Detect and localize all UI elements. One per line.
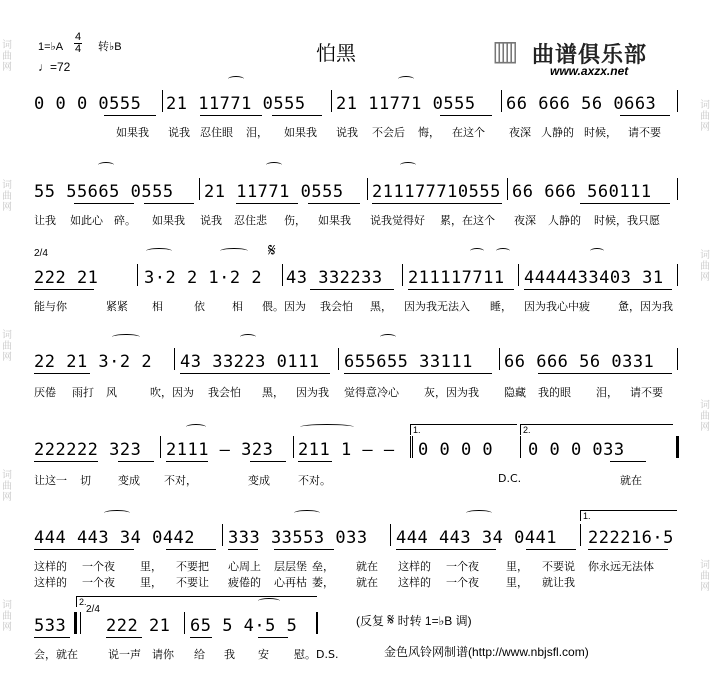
underline bbox=[118, 461, 154, 462]
barline bbox=[184, 612, 185, 634]
repeat-barline bbox=[74, 612, 77, 634]
time-change: 2/4 bbox=[34, 248, 48, 259]
measure: 444 443 34 0442 bbox=[34, 528, 196, 548]
lyric: 夜深 bbox=[514, 214, 536, 227]
slur bbox=[470, 248, 484, 254]
barline bbox=[499, 348, 500, 370]
lyric: 里， bbox=[140, 560, 162, 573]
lyric: 心再枯 bbox=[274, 576, 307, 589]
underline bbox=[104, 115, 156, 116]
underline bbox=[144, 203, 194, 204]
lyric: 因为我心中疲 bbox=[524, 300, 590, 313]
underline bbox=[236, 203, 298, 204]
underline bbox=[34, 549, 134, 550]
slur bbox=[266, 162, 282, 168]
logo-text: 曲谱俱乐部 bbox=[532, 42, 648, 67]
underline bbox=[228, 549, 258, 550]
barline bbox=[677, 178, 678, 200]
underline bbox=[166, 461, 208, 462]
underline bbox=[310, 289, 394, 290]
lyric: 层层堡 bbox=[274, 560, 307, 573]
underline bbox=[344, 373, 492, 374]
lyric: 请不要 bbox=[630, 386, 663, 399]
measure: 66 666 56 0331 bbox=[504, 352, 655, 372]
lyric: 依 bbox=[194, 300, 205, 313]
underline bbox=[74, 203, 134, 204]
volta-2: 2. bbox=[76, 596, 317, 607]
lyric: 不要让 bbox=[176, 576, 209, 589]
page-title: 怕黑 bbox=[316, 41, 356, 65]
underline bbox=[588, 549, 668, 550]
lyric: 如果我 bbox=[284, 126, 317, 139]
barline bbox=[580, 524, 581, 546]
watermark-text: 词曲网 bbox=[2, 40, 12, 73]
underline bbox=[200, 115, 262, 116]
underline bbox=[440, 115, 492, 116]
watermark-text: 词曲网 bbox=[2, 180, 12, 213]
lyric: 一个夜 bbox=[82, 576, 115, 589]
measure: 222216·5 bbox=[588, 528, 674, 548]
lyric: 吹，因为 bbox=[150, 386, 194, 399]
lyric: 请不要 bbox=[628, 126, 661, 139]
dc-marking: D.C. bbox=[498, 472, 522, 485]
lyric: 你永远无法体 bbox=[588, 560, 654, 573]
lyric: 心周上 bbox=[228, 560, 261, 573]
lyric: 不对， bbox=[164, 474, 197, 487]
lyric: 时候，我只愿 bbox=[594, 214, 660, 227]
measure: 0 0 0 0 bbox=[418, 440, 494, 460]
lyric: 灰，因为我 bbox=[424, 386, 479, 399]
lyric: 因为我无法入 bbox=[404, 300, 470, 313]
lyric: 安 bbox=[258, 648, 269, 661]
barline bbox=[293, 436, 294, 458]
logo-glyph: ▥ bbox=[492, 34, 519, 67]
lyric: 偎。因为 bbox=[262, 300, 306, 313]
underline bbox=[34, 461, 98, 462]
underline bbox=[396, 549, 496, 550]
lyric: 萎， bbox=[312, 576, 334, 589]
barline bbox=[677, 348, 678, 370]
lyric: 夜深 bbox=[509, 126, 531, 139]
barline bbox=[520, 436, 521, 458]
lyric: 厌倦 bbox=[34, 386, 56, 399]
slur bbox=[590, 248, 604, 254]
measure: 222222 323 bbox=[34, 440, 142, 460]
measure: 3·2 2 1·2 2 bbox=[144, 268, 263, 288]
barline bbox=[518, 264, 519, 286]
lyric: 泪， bbox=[596, 386, 618, 399]
barline bbox=[677, 90, 678, 112]
lyric: 人静的 bbox=[541, 126, 574, 139]
watermark-text: 词曲网 bbox=[700, 100, 710, 133]
slur bbox=[466, 510, 492, 516]
time-top: 4 bbox=[74, 31, 82, 43]
repeat-note-tail: 时转 1=♭B 调) bbox=[397, 614, 472, 628]
lyric: 变成 bbox=[118, 474, 140, 487]
barline bbox=[367, 178, 368, 200]
underline bbox=[166, 549, 216, 550]
time-bottom: 4 bbox=[74, 43, 82, 55]
site-logo bbox=[492, 34, 682, 82]
underline bbox=[190, 637, 212, 638]
underline bbox=[372, 203, 502, 204]
lyric: 就在 bbox=[620, 474, 642, 487]
measure: 0 0 0 0555 bbox=[34, 94, 142, 114]
repeat-barline bbox=[412, 436, 413, 458]
barline bbox=[338, 348, 339, 370]
measure: 21 11771 0555 bbox=[204, 182, 344, 202]
lyric: 给 bbox=[194, 648, 205, 661]
segno-icon: 𝄋 bbox=[387, 612, 395, 629]
slur bbox=[496, 248, 510, 254]
measure: 333 33553 033 bbox=[228, 528, 368, 548]
lyric: 如果我 bbox=[116, 126, 149, 139]
lyric: 人静的 bbox=[548, 214, 581, 227]
barline bbox=[174, 348, 175, 370]
slur bbox=[294, 510, 320, 516]
underline bbox=[180, 373, 330, 374]
lyric: 不要把 bbox=[176, 560, 209, 573]
lyric: 就在 bbox=[356, 576, 378, 589]
measure: 222 21 bbox=[106, 616, 171, 636]
lyric: 相 bbox=[232, 300, 243, 313]
underline bbox=[274, 549, 334, 550]
credit-line: 金色风铃网制谱(http://www.nbjsfl.com) bbox=[384, 645, 589, 659]
slur bbox=[186, 424, 206, 430]
lyric: 说一声 bbox=[108, 648, 141, 661]
slur bbox=[104, 510, 130, 516]
lyric: 请你 bbox=[152, 648, 174, 661]
measure: 22 21 3·2 2 bbox=[34, 352, 153, 372]
slur bbox=[380, 334, 396, 340]
barline bbox=[137, 264, 138, 286]
lyric: 不对。 bbox=[298, 474, 331, 487]
lyric: 风 bbox=[106, 386, 117, 399]
lyric: 累，在这个 bbox=[440, 214, 495, 227]
volta-1: 1. bbox=[580, 510, 677, 521]
lyric: 这样的 bbox=[34, 560, 67, 573]
underline bbox=[34, 637, 70, 638]
measure: 43 332233 bbox=[286, 268, 383, 288]
volta-2: 2. bbox=[520, 424, 673, 435]
barline bbox=[402, 264, 403, 286]
lyric: 碎。 bbox=[114, 214, 136, 227]
lyric: 觉得意冷心 bbox=[344, 386, 399, 399]
measure: 4444433403 31 bbox=[524, 268, 664, 288]
watermark-text: 词曲网 bbox=[700, 250, 710, 283]
measure: 222 21 bbox=[34, 268, 99, 288]
underline bbox=[580, 203, 670, 204]
lyric: 惫，因为我 bbox=[618, 300, 673, 313]
underline bbox=[524, 289, 672, 290]
lyric: 我 bbox=[224, 648, 235, 661]
lyric: 这样的 bbox=[398, 576, 431, 589]
slur bbox=[220, 248, 248, 254]
time-change: 2/4 bbox=[86, 604, 100, 615]
lyric: 就在 bbox=[356, 560, 378, 573]
lyric: 时候， bbox=[584, 126, 617, 139]
lyric: 如果我 bbox=[152, 214, 185, 227]
slur bbox=[98, 162, 114, 168]
lyric: 相 bbox=[152, 300, 163, 313]
barline bbox=[507, 178, 508, 200]
measure: 0 0 0 033 bbox=[528, 440, 625, 460]
barline bbox=[677, 264, 678, 286]
lyric: 黑， bbox=[370, 300, 392, 313]
measure: 444 443 34 0441 bbox=[396, 528, 558, 548]
key-signature: 1=♭A bbox=[38, 41, 64, 53]
lyric: 变成 bbox=[248, 474, 270, 487]
underline bbox=[408, 289, 514, 290]
lyric: 紧紧 bbox=[106, 300, 128, 313]
measure: 43 33223 0111 bbox=[180, 352, 320, 372]
watermark-right-3 bbox=[700, 400, 711, 433]
barline bbox=[162, 90, 163, 112]
lyric: 里， bbox=[140, 576, 162, 589]
lyric: 一个夜 bbox=[446, 560, 479, 573]
repeat-note: (反复 bbox=[356, 614, 384, 628]
lyric: 我会怕 bbox=[208, 386, 241, 399]
lyric: 悔， bbox=[418, 126, 440, 139]
watermark-right-4 bbox=[700, 560, 711, 593]
underline bbox=[34, 373, 90, 374]
lyric: 这样的 bbox=[398, 560, 431, 573]
final-repeat-barline bbox=[676, 436, 679, 458]
measure: 2111 – 323 bbox=[166, 440, 274, 460]
logo-url: www.axzx.net bbox=[550, 64, 629, 78]
slur bbox=[146, 248, 172, 254]
lyric: 雨打 bbox=[72, 386, 94, 399]
underline bbox=[526, 549, 576, 550]
barline bbox=[199, 178, 200, 200]
lyric: 说我 bbox=[336, 126, 358, 139]
slur bbox=[300, 424, 354, 430]
lyric: 泪， bbox=[246, 126, 268, 139]
barline bbox=[501, 90, 502, 112]
lyric: 黑， bbox=[262, 386, 284, 399]
lyric: 在这个 bbox=[452, 126, 485, 139]
lyric: 让我 bbox=[34, 214, 56, 227]
modulation-note: 转♭B bbox=[98, 41, 122, 53]
lyric: 一个夜 bbox=[82, 560, 115, 573]
underline bbox=[308, 203, 360, 204]
measure: 211177710555 bbox=[372, 182, 501, 202]
lyric: 就让我 bbox=[542, 576, 575, 589]
lyric: 我会怕 bbox=[320, 300, 353, 313]
lyric: 会，就在 bbox=[34, 648, 78, 661]
final-barline bbox=[316, 612, 318, 634]
underline bbox=[258, 637, 288, 638]
watermark-text: 词曲网 bbox=[700, 400, 710, 433]
watermark-left bbox=[2, 40, 13, 73]
measure: 65 5 4·5 5 bbox=[190, 616, 298, 636]
measure: 66 666 560111 bbox=[512, 182, 652, 202]
underline bbox=[250, 461, 286, 462]
lyric: 不要说 bbox=[542, 560, 575, 573]
measure: 21 11771 0555 bbox=[166, 94, 306, 114]
slur bbox=[240, 334, 256, 340]
underline bbox=[298, 461, 332, 462]
lyric: 切 bbox=[80, 474, 91, 487]
lyric: 不会后 bbox=[372, 126, 405, 139]
time-signature bbox=[74, 32, 82, 55]
barline bbox=[80, 612, 81, 634]
measure: 66 666 56 0663 bbox=[506, 94, 657, 114]
watermark-text: 词曲网 bbox=[700, 560, 710, 593]
lyric: 睡， bbox=[490, 300, 512, 313]
measure: 211117711 bbox=[408, 268, 505, 288]
lyric: 垒， bbox=[312, 560, 334, 573]
lyric: 隐藏 bbox=[504, 386, 526, 399]
barline bbox=[282, 264, 283, 286]
barline bbox=[390, 524, 391, 546]
lyric: 让这一 bbox=[34, 474, 67, 487]
measure: 211 1 – – bbox=[298, 440, 395, 460]
lyric: 我的眼 bbox=[538, 386, 571, 399]
lyric: 这样的 bbox=[34, 576, 67, 589]
lyric: 慰。D.S. bbox=[294, 648, 339, 661]
lyric: 一个夜 bbox=[446, 576, 479, 589]
underline bbox=[34, 289, 94, 290]
measure: 533 bbox=[34, 616, 67, 636]
barline bbox=[222, 524, 223, 546]
watermark-left-4 bbox=[2, 470, 13, 503]
watermark-text: 词曲网 bbox=[2, 330, 12, 363]
barline bbox=[331, 90, 332, 112]
slur bbox=[228, 76, 244, 82]
slur bbox=[258, 598, 280, 604]
lyric: 说我 bbox=[168, 126, 190, 139]
lyric: 说我 bbox=[200, 214, 222, 227]
watermark-text: 词曲网 bbox=[2, 600, 12, 633]
underline bbox=[620, 115, 670, 116]
score-row-5 bbox=[0, 440, 713, 464]
segno-icon: 𝄋 bbox=[268, 240, 276, 260]
measure: 21 11771 0555 bbox=[336, 94, 476, 114]
lyric: 忍住悲 bbox=[234, 214, 267, 227]
lyric: 说我觉得好 bbox=[370, 214, 425, 227]
lyric: 疲倦的 bbox=[228, 576, 261, 589]
slur bbox=[112, 334, 140, 340]
slur bbox=[398, 76, 414, 82]
watermark-text: 词曲网 bbox=[2, 470, 12, 503]
underline bbox=[106, 637, 142, 638]
underline bbox=[538, 373, 672, 374]
barline bbox=[410, 436, 411, 458]
slur bbox=[400, 162, 416, 168]
lyric: 能与你 bbox=[34, 300, 67, 313]
underline bbox=[272, 115, 322, 116]
measure: 655655 33111 bbox=[344, 352, 473, 372]
lyric: 忍住眼 bbox=[200, 126, 233, 139]
repeat-instruction bbox=[356, 612, 472, 630]
barline bbox=[160, 436, 161, 458]
lyric: 里， bbox=[506, 560, 528, 573]
lyric: 里， bbox=[506, 576, 528, 589]
tempo-marking: ♩=72 bbox=[38, 60, 71, 74]
measure: 55 55665 0555 bbox=[34, 182, 174, 202]
volta-1: 1. bbox=[410, 424, 517, 435]
lyric: 伤， bbox=[284, 214, 306, 227]
lyric: 因为我 bbox=[296, 386, 329, 399]
underline bbox=[610, 461, 646, 462]
lyric: 如此心 bbox=[70, 214, 103, 227]
lyric: 如果我 bbox=[318, 214, 351, 227]
